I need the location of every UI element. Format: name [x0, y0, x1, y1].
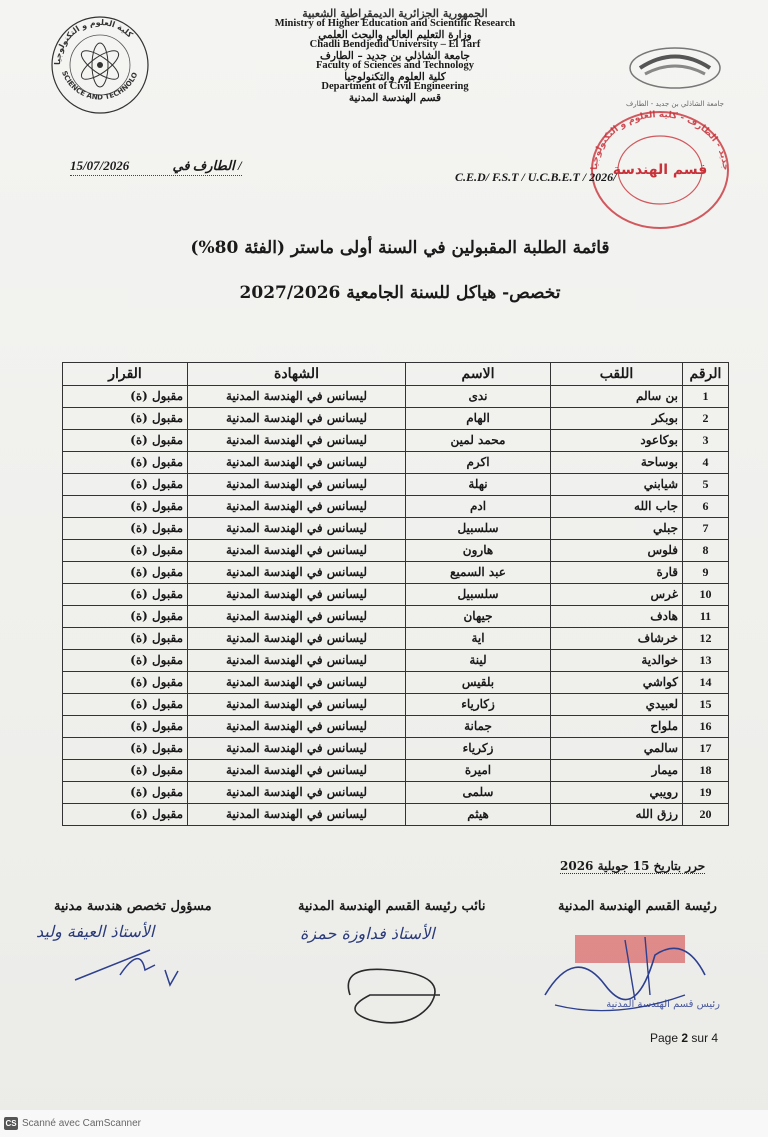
cell-number: 6 [683, 496, 729, 518]
signatory-specialty-name: الأستاذ العيفة وليد [36, 922, 155, 941]
cell-first-name: زكرياء [406, 738, 551, 760]
specialty-signature [70, 935, 190, 995]
cell-last-name: جاب الله [551, 496, 683, 518]
document-header [220, 8, 570, 103]
cell-last-name: شيابني [551, 474, 683, 496]
cell-degree: ليسانس في الهندسة المدنية [188, 496, 406, 518]
header-number: الرقم [683, 363, 729, 386]
logo-ring-top-text: كلية العلوم و التكنولوجيا [52, 17, 135, 66]
cell-last-name: خرشاف [551, 628, 683, 650]
header-university-ar: جامعة الشاذلي بن جديد – الطارف [319, 49, 471, 62]
cell-decision: مقبول (ة) [63, 386, 188, 408]
cell-last-name: خوالدية [551, 650, 683, 672]
cell-decision: مقبول (ة) [63, 650, 188, 672]
cell-first-name: الهام [406, 408, 551, 430]
table-row [63, 606, 729, 628]
cell-first-name: سلسبيل [406, 584, 551, 606]
header-department-ar: قسم الهندسة المدنية [348, 91, 442, 104]
cell-decision: مقبول (ة) [63, 804, 188, 826]
university-logo [610, 40, 740, 115]
cell-last-name: جبلي [551, 518, 683, 540]
header-decision: القرار [63, 363, 188, 386]
cell-number: 13 [683, 650, 729, 672]
cell-number: 15 [683, 694, 729, 716]
cell-degree: ليسانس في الهندسة المدنية [188, 760, 406, 782]
header-degree: الشهادة [188, 363, 406, 386]
document-title: قائمة الطلبة المقبولين في السنة أولى ماستر (الفئة 80%) [190, 238, 610, 258]
signatory-specialty-title: مسؤول تخصص هندسة مدنية [54, 899, 212, 914]
table-row [63, 518, 729, 540]
header-faculty-ar: كلية العلوم والتكنولوجيا [344, 70, 446, 83]
cell-first-name: جيهان [406, 606, 551, 628]
table-row [63, 562, 729, 584]
table-row [63, 628, 729, 650]
cell-decision: مقبول (ة) [63, 474, 188, 496]
cell-last-name: ميمار [551, 760, 683, 782]
header-ministry-ar: وزارة التعليم العالي والبحث العلمي [318, 28, 472, 41]
cell-last-name: بوساحة [551, 452, 683, 474]
cell-decision: مقبول (ة) [63, 518, 188, 540]
cell-last-name: بوبكر [551, 408, 683, 430]
cell-number: 12 [683, 628, 729, 650]
cell-number: 19 [683, 782, 729, 804]
cell-first-name: عبد السميع [406, 562, 551, 584]
scanner-caption: Scanné avec CamScanner [22, 1118, 141, 1129]
camscanner-logo: CS [5, 1119, 17, 1128]
cell-first-name: اميرة [406, 760, 551, 782]
cell-number: 9 [683, 562, 729, 584]
cell-last-name: كواشي [551, 672, 683, 694]
header-faculty-en: Faculty of Sciences and Technology [315, 60, 475, 71]
cell-degree: ليسانس في الهندسة المدنية [188, 562, 406, 584]
cell-degree: ليسانس في الهندسة المدنية [188, 386, 406, 408]
document-reference: C.E.D/ F.S.T / U.C.B.E.T / 2026/ [455, 170, 617, 184]
header-last-name: اللقب [551, 363, 683, 386]
cell-first-name: نهلة [406, 474, 551, 496]
cell-decision: مقبول (ة) [63, 672, 188, 694]
cell-degree: ليسانس في الهندسة المدنية [188, 694, 406, 716]
header-university-en: Chadli Bendjedid University – El Tarf [309, 39, 481, 50]
table-row [63, 804, 729, 826]
cell-last-name: ملواح [551, 716, 683, 738]
cell-last-name: بن سالم [551, 386, 683, 408]
cell-decision: مقبول (ة) [63, 628, 188, 650]
cell-last-name: رويبي [551, 782, 683, 804]
table-row [63, 738, 729, 760]
stamp-center-text: قسم الهندسة [612, 162, 708, 178]
table-row [63, 650, 729, 672]
table-row [63, 408, 729, 430]
cell-degree: ليسانس في الهندسة المدنية [188, 782, 406, 804]
cell-number: 17 [683, 738, 729, 760]
cell-decision: مقبول (ة) [63, 452, 188, 474]
cell-last-name: قارة [551, 562, 683, 584]
table-body [63, 386, 729, 826]
cell-degree: ليسانس في الهندسة المدنية [188, 430, 406, 452]
students-table [62, 362, 729, 826]
cell-number: 8 [683, 540, 729, 562]
cell-decision: مقبول (ة) [63, 782, 188, 804]
cell-degree: ليسانس في الهندسة المدنية [188, 474, 406, 496]
document-subtitle: تخصص- هياكل للسنة الجامعية 2027/2026 [239, 283, 561, 303]
cell-first-name: محمد لمين [406, 430, 551, 452]
deputy-signature [330, 955, 470, 1035]
table-row [63, 584, 729, 606]
cell-first-name: هيثم [406, 804, 551, 826]
stamp-ring-text: جديد - الطارف - كلية العلوم و التكنولوجيا [589, 109, 731, 171]
table-row [63, 716, 729, 738]
cell-first-name: سلسبيل [406, 518, 551, 540]
cell-first-name: جمانة [406, 716, 551, 738]
cell-degree: ليسانس في الهندسة المدنية [188, 672, 406, 694]
cell-decision: مقبول (ة) [63, 584, 188, 606]
cell-last-name: بوكاعود [551, 430, 683, 452]
faculty-logo [40, 10, 160, 120]
table-row [63, 782, 729, 804]
cell-degree: ليسانس في الهندسة المدنية [188, 518, 406, 540]
table-row [63, 452, 729, 474]
cell-first-name: سلمى [406, 782, 551, 804]
cell-first-name: ادم [406, 496, 551, 518]
cell-decision: مقبول (ة) [63, 694, 188, 716]
cell-number: 14 [683, 672, 729, 694]
cell-last-name: لعبيدي [551, 694, 683, 716]
cell-decision: مقبول (ة) [63, 716, 188, 738]
date-label: الطارف في / [172, 158, 242, 173]
cell-degree: ليسانس في الهندسة المدنية [188, 452, 406, 474]
table-header-row [63, 363, 729, 386]
table-row [63, 540, 729, 562]
cell-degree: ليسانس في الهندسة المدنية [188, 408, 406, 430]
cell-number: 4 [683, 452, 729, 474]
table-row [63, 694, 729, 716]
cell-last-name: هادف [551, 606, 683, 628]
cell-number: 2 [683, 408, 729, 430]
cell-last-name: فلوس [551, 540, 683, 562]
cell-first-name: زكارياء [406, 694, 551, 716]
scanner-footer [0, 1110, 768, 1137]
cell-number: 11 [683, 606, 729, 628]
table-row [63, 496, 729, 518]
cell-decision: مقبول (ة) [63, 760, 188, 782]
table-row [63, 474, 729, 496]
cell-number: 3 [683, 430, 729, 452]
cell-degree: ليسانس في الهندسة المدنية [188, 650, 406, 672]
header-department-en: Department of Civil Engineering [321, 81, 469, 92]
cell-degree: ليسانس في الهندسة المدنية [188, 804, 406, 826]
head-signature-stamp [535, 925, 735, 1025]
cell-last-name: رزق الله [551, 804, 683, 826]
head-stamp-text: رئيس قسم الهندسة المدنية [606, 999, 720, 1010]
cell-degree: ليسانس في الهندسة المدنية [188, 584, 406, 606]
cell-decision: مقبول (ة) [63, 738, 188, 760]
cell-degree: ليسانس في الهندسة المدنية [188, 738, 406, 760]
header-republic-ar: الجمهورية الجزائرية الديمقراطية الشعبية [302, 7, 488, 20]
cell-first-name: اكرم [406, 452, 551, 474]
page-total: sur 4 [691, 1031, 719, 1045]
cell-first-name: لينة [406, 650, 551, 672]
cell-number: 20 [683, 804, 729, 826]
cell-first-name: بلقيس [406, 672, 551, 694]
cell-first-name: اية [406, 628, 551, 650]
cell-degree: ليسانس في الهندسة المدنية [188, 716, 406, 738]
cell-number: 18 [683, 760, 729, 782]
cell-number: 7 [683, 518, 729, 540]
svg-text:كلية العلوم و التكنولوجيا [53, 18, 135, 65]
cell-decision: مقبول (ة) [63, 408, 188, 430]
cell-decision: مقبول (ة) [63, 496, 188, 518]
table-row [63, 386, 729, 408]
table-row [63, 672, 729, 694]
cell-number: 1 [683, 386, 729, 408]
signed-date: حرر بتاريخ 15 جويلية 2026 [560, 859, 706, 873]
cell-decision: مقبول (ة) [63, 430, 188, 452]
header-ministry-en: Ministry of Higher Education and Scientific Research [274, 18, 516, 29]
cell-decision: مقبول (ة) [63, 562, 188, 584]
cell-number: 10 [683, 584, 729, 606]
svg-text:جامعة الشاذلي بن جديد - الطارف [585, 105, 730, 171]
cell-number: 16 [683, 716, 729, 738]
logo-ring-bottom-text: SCIENCE AND TECHNOLO [60, 69, 140, 102]
cell-last-name: غرس [551, 584, 683, 606]
cell-degree: ليسانس في الهندسة المدنية [188, 628, 406, 650]
cell-decision: مقبول (ة) [63, 606, 188, 628]
signatory-deputy-name: الأستاذ فداوزة حمزة [300, 924, 435, 943]
document-date [70, 158, 242, 176]
page-prefix: Page [650, 1031, 679, 1045]
cell-degree: ليسانس في الهندسة المدنية [188, 606, 406, 628]
cell-last-name: سالمي [551, 738, 683, 760]
page-number [650, 1031, 718, 1045]
table-row [63, 430, 729, 452]
date-value: 15/07/2026 [70, 158, 130, 173]
signatory-head-title: رئيسة القسم الهندسة المدنية [558, 899, 717, 914]
cell-number: 5 [683, 474, 729, 496]
cell-degree: ليسانس في الهندسة المدنية [188, 540, 406, 562]
university-logo-caption: جامعة الشاذلي بن جديد - الطارف [625, 100, 725, 108]
cell-decision: مقبول (ة) [63, 540, 188, 562]
page-current: 2 [681, 1031, 689, 1045]
cell-first-name: هارون [406, 540, 551, 562]
signatory-deputy-title: نائب رئيسة القسم الهندسة المدنية [298, 899, 486, 914]
header-first-name: الاسم [406, 363, 551, 386]
cell-first-name: ندى [406, 386, 551, 408]
table-row [63, 760, 729, 782]
